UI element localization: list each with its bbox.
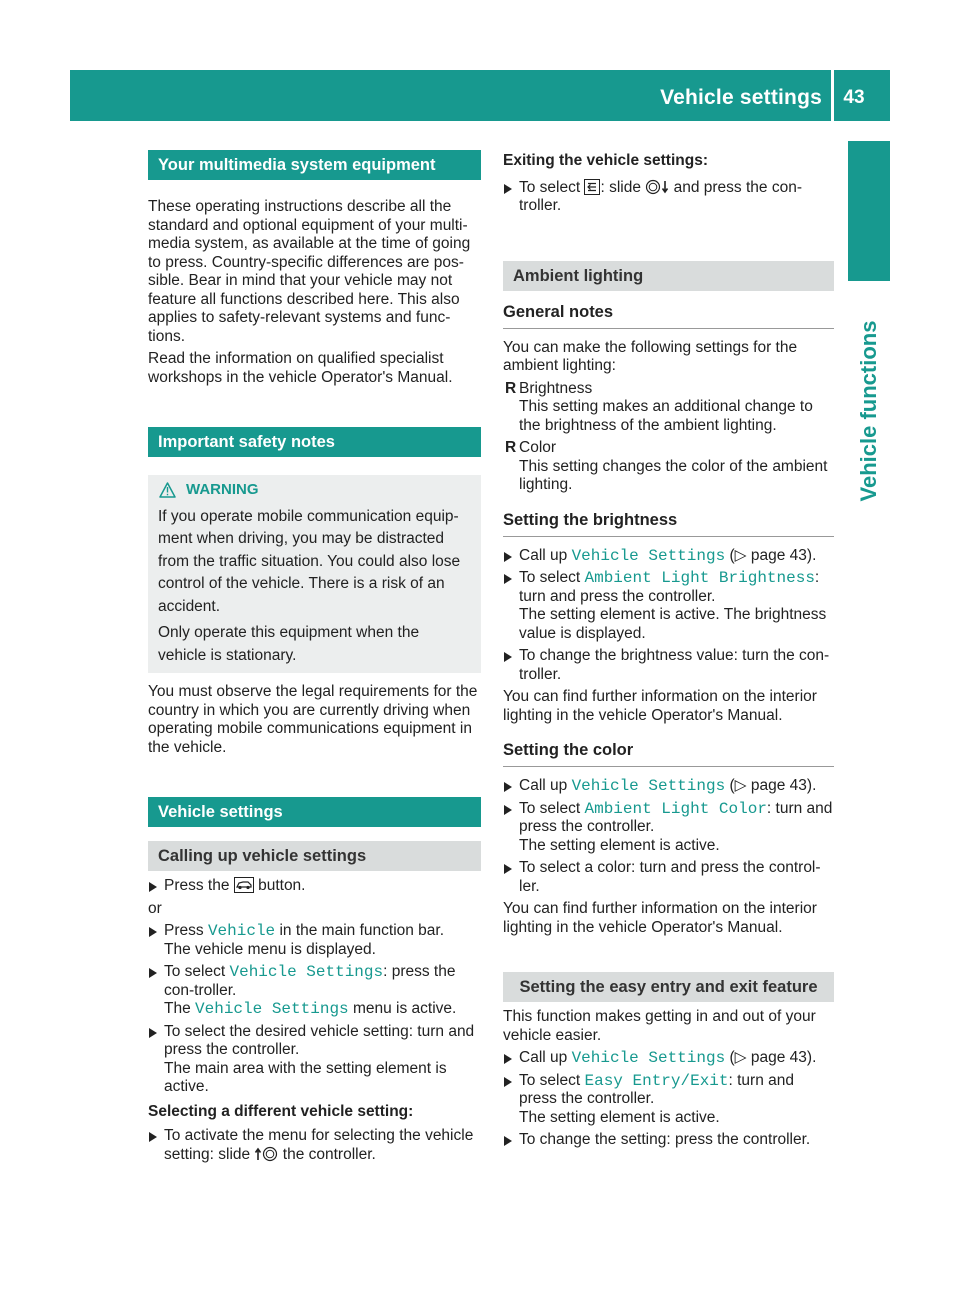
step-text: : turn and press the controller. — [519, 799, 833, 835]
step-text: : turn and press the controller. — [519, 569, 820, 605]
warning-box — [148, 475, 481, 673]
instruction-step — [503, 859, 834, 896]
paragraph: You can find further information on the interior lighting in the vehicle Operator's Manual. — [503, 900, 817, 936]
page-reference: (▷ page 43). — [725, 546, 817, 564]
or-text: or — [148, 899, 162, 917]
display-text: Vehicle Settings — [195, 1000, 349, 1018]
instruction-step — [503, 547, 834, 566]
step-result: The setting element is active. — [519, 836, 720, 854]
step-text: To activate the menu for selecting the vehicle setting: slide — [164, 1127, 474, 1163]
step-text: Call up — [519, 546, 572, 564]
instruction-step — [503, 179, 834, 216]
page-header-title: Vehicle settings — [660, 86, 822, 109]
list-item — [503, 439, 834, 495]
section-title-ambient: Ambient lighting — [503, 261, 834, 291]
step-text: To change the setting: press the controller. — [519, 1131, 811, 1148]
instruction-step — [503, 1049, 834, 1068]
step-text: To select — [519, 569, 585, 586]
step-result: The setting element is active. — [519, 1108, 720, 1126]
instruction-step — [148, 1127, 481, 1164]
display-text: Vehicle Settings — [229, 963, 384, 981]
instruction-step — [148, 922, 481, 959]
display-text: Easy Entry/Exit — [584, 1071, 729, 1090]
warning-heading — [158, 479, 471, 502]
step-text: To select — [519, 1071, 585, 1089]
paragraph: You can find further information on the interior lighting in the vehicle Operator's Manual. — [503, 688, 817, 724]
section-title-safety: Important safety notes — [148, 427, 481, 457]
instruction-step — [503, 569, 834, 643]
controller-slide-up-icon — [254, 1146, 278, 1162]
bullet-marker: R — [505, 439, 517, 456]
step-text: : press the con-troller. — [164, 963, 456, 999]
step-text: Call up — [519, 1049, 572, 1066]
page-number: 43 — [843, 87, 865, 108]
step-result: The main area with the setting element is active. — [164, 1059, 447, 1095]
display-text: Ambient Light Brightness — [584, 569, 815, 587]
side-tab-label: Vehicle functions — [856, 320, 881, 502]
step-text: To select a color: turn and press the control-ler. — [519, 859, 821, 895]
step-text: To change the brightness value: turn the con-troller. — [519, 647, 830, 683]
step-result: The vehicle menu is displayed. — [164, 940, 376, 958]
paragraph: This function makes getting in and out of your vehicle easier. — [503, 1008, 816, 1044]
step-text: Call up — [519, 777, 572, 794]
instruction-step — [503, 777, 834, 796]
subsection-title-calling-up: Calling up vehicle settings — [148, 841, 481, 871]
step-text: : turn and press the controller. — [519, 1071, 795, 1107]
warning-text: If you operate mobile communication equip-ment when driving, you may be distracted from the traffic situation. You could also lose control of the vehicle. There is a risk of an accident. — [158, 507, 461, 615]
subsection-title-general: General notes — [503, 301, 834, 329]
back-icon — [584, 179, 600, 195]
display-text: Ambient Light Color — [584, 799, 767, 818]
subheading: Selecting a different vehicle setting: — [148, 1102, 414, 1120]
display-text: Vehicle — [207, 922, 276, 940]
instruction-step — [503, 1072, 834, 1128]
instruction-step — [503, 1131, 834, 1150]
step-text: button. — [253, 877, 306, 894]
warning-triangle-icon — [159, 482, 176, 498]
section-title-multimedia: Your multimedia system equipment — [148, 150, 481, 180]
step-text: Press the — [164, 877, 234, 894]
step-text: To select — [519, 799, 585, 817]
section-title-easy-entry: Setting the easy entry and exit feature — [503, 972, 834, 1002]
subsection-title-color: Setting the color — [503, 739, 834, 767]
instruction-step — [148, 1023, 481, 1097]
instruction-step — [503, 800, 834, 856]
step-text: To select — [164, 963, 230, 980]
list-item-title: Brightness — [519, 379, 593, 397]
step-text: Press — [164, 922, 208, 939]
paragraph: Read the information on qualified specialist workshops in the vehicle Operator's Manual. — [148, 350, 453, 386]
list-item-text: This setting changes the color of the ambient lighting. — [519, 457, 828, 493]
paragraph: You can make the following settings for the ambient lighting: — [503, 338, 798, 374]
paragraph: These operating instructions describe all the standard and optional equipment of your multi-media system, as available at the time of going to press. Country-specific differences are pos-sible. Bear in mind that your vehicle may not feature all functions described here. This also applies to safety-relevant systems and func-tions. — [148, 198, 471, 345]
step-text: and press the con-troller. — [519, 178, 802, 214]
step-result: The — [164, 1000, 196, 1017]
step-text: To select the desired vehicle setting: turn and press the controller. — [164, 1022, 475, 1058]
instruction-step — [148, 963, 481, 1019]
display-text: Vehicle Settings — [571, 777, 726, 795]
step-text: : slide — [600, 178, 646, 196]
instruction-step — [148, 877, 481, 896]
warning-label: WARNING — [186, 481, 259, 498]
display-text: Vehicle Settings — [571, 546, 726, 565]
left-column — [148, 150, 481, 1164]
step-result: The setting element is active. The brightness value is displayed. — [519, 606, 827, 642]
bullet-marker: R — [505, 379, 517, 397]
step-text: To select — [519, 178, 585, 196]
controller-slide-down-icon — [645, 179, 669, 195]
paragraph: You must observe the legal requirements for the country in which you are currently driving when operating mobile communications equipment in the vehicle. — [148, 683, 478, 756]
list-item-text: This setting makes an additional change to the brightness of the ambient lighting. — [519, 398, 813, 434]
subsection-title-brightness: Setting the brightness — [503, 509, 834, 537]
subheading: Exiting the vehicle settings: — [503, 152, 708, 169]
warning-text: Only operate this equipment when the vehicle is stationary. — [158, 624, 420, 664]
step-text: in the main function bar. — [275, 922, 445, 939]
list-item — [503, 380, 834, 436]
display-text: Vehicle Settings — [571, 1049, 726, 1067]
step-result: menu is active. — [348, 1000, 457, 1017]
page-reference: (▷ page 43). — [725, 1049, 817, 1066]
step-text: the controller. — [278, 1145, 376, 1163]
section-title-vehicle-settings: Vehicle settings — [148, 797, 481, 827]
instruction-step — [503, 647, 834, 684]
right-column — [503, 150, 834, 1150]
page-reference: (▷ page 43). — [725, 777, 817, 794]
car-button-icon — [234, 877, 254, 893]
list-item-title: Color — [519, 439, 557, 456]
